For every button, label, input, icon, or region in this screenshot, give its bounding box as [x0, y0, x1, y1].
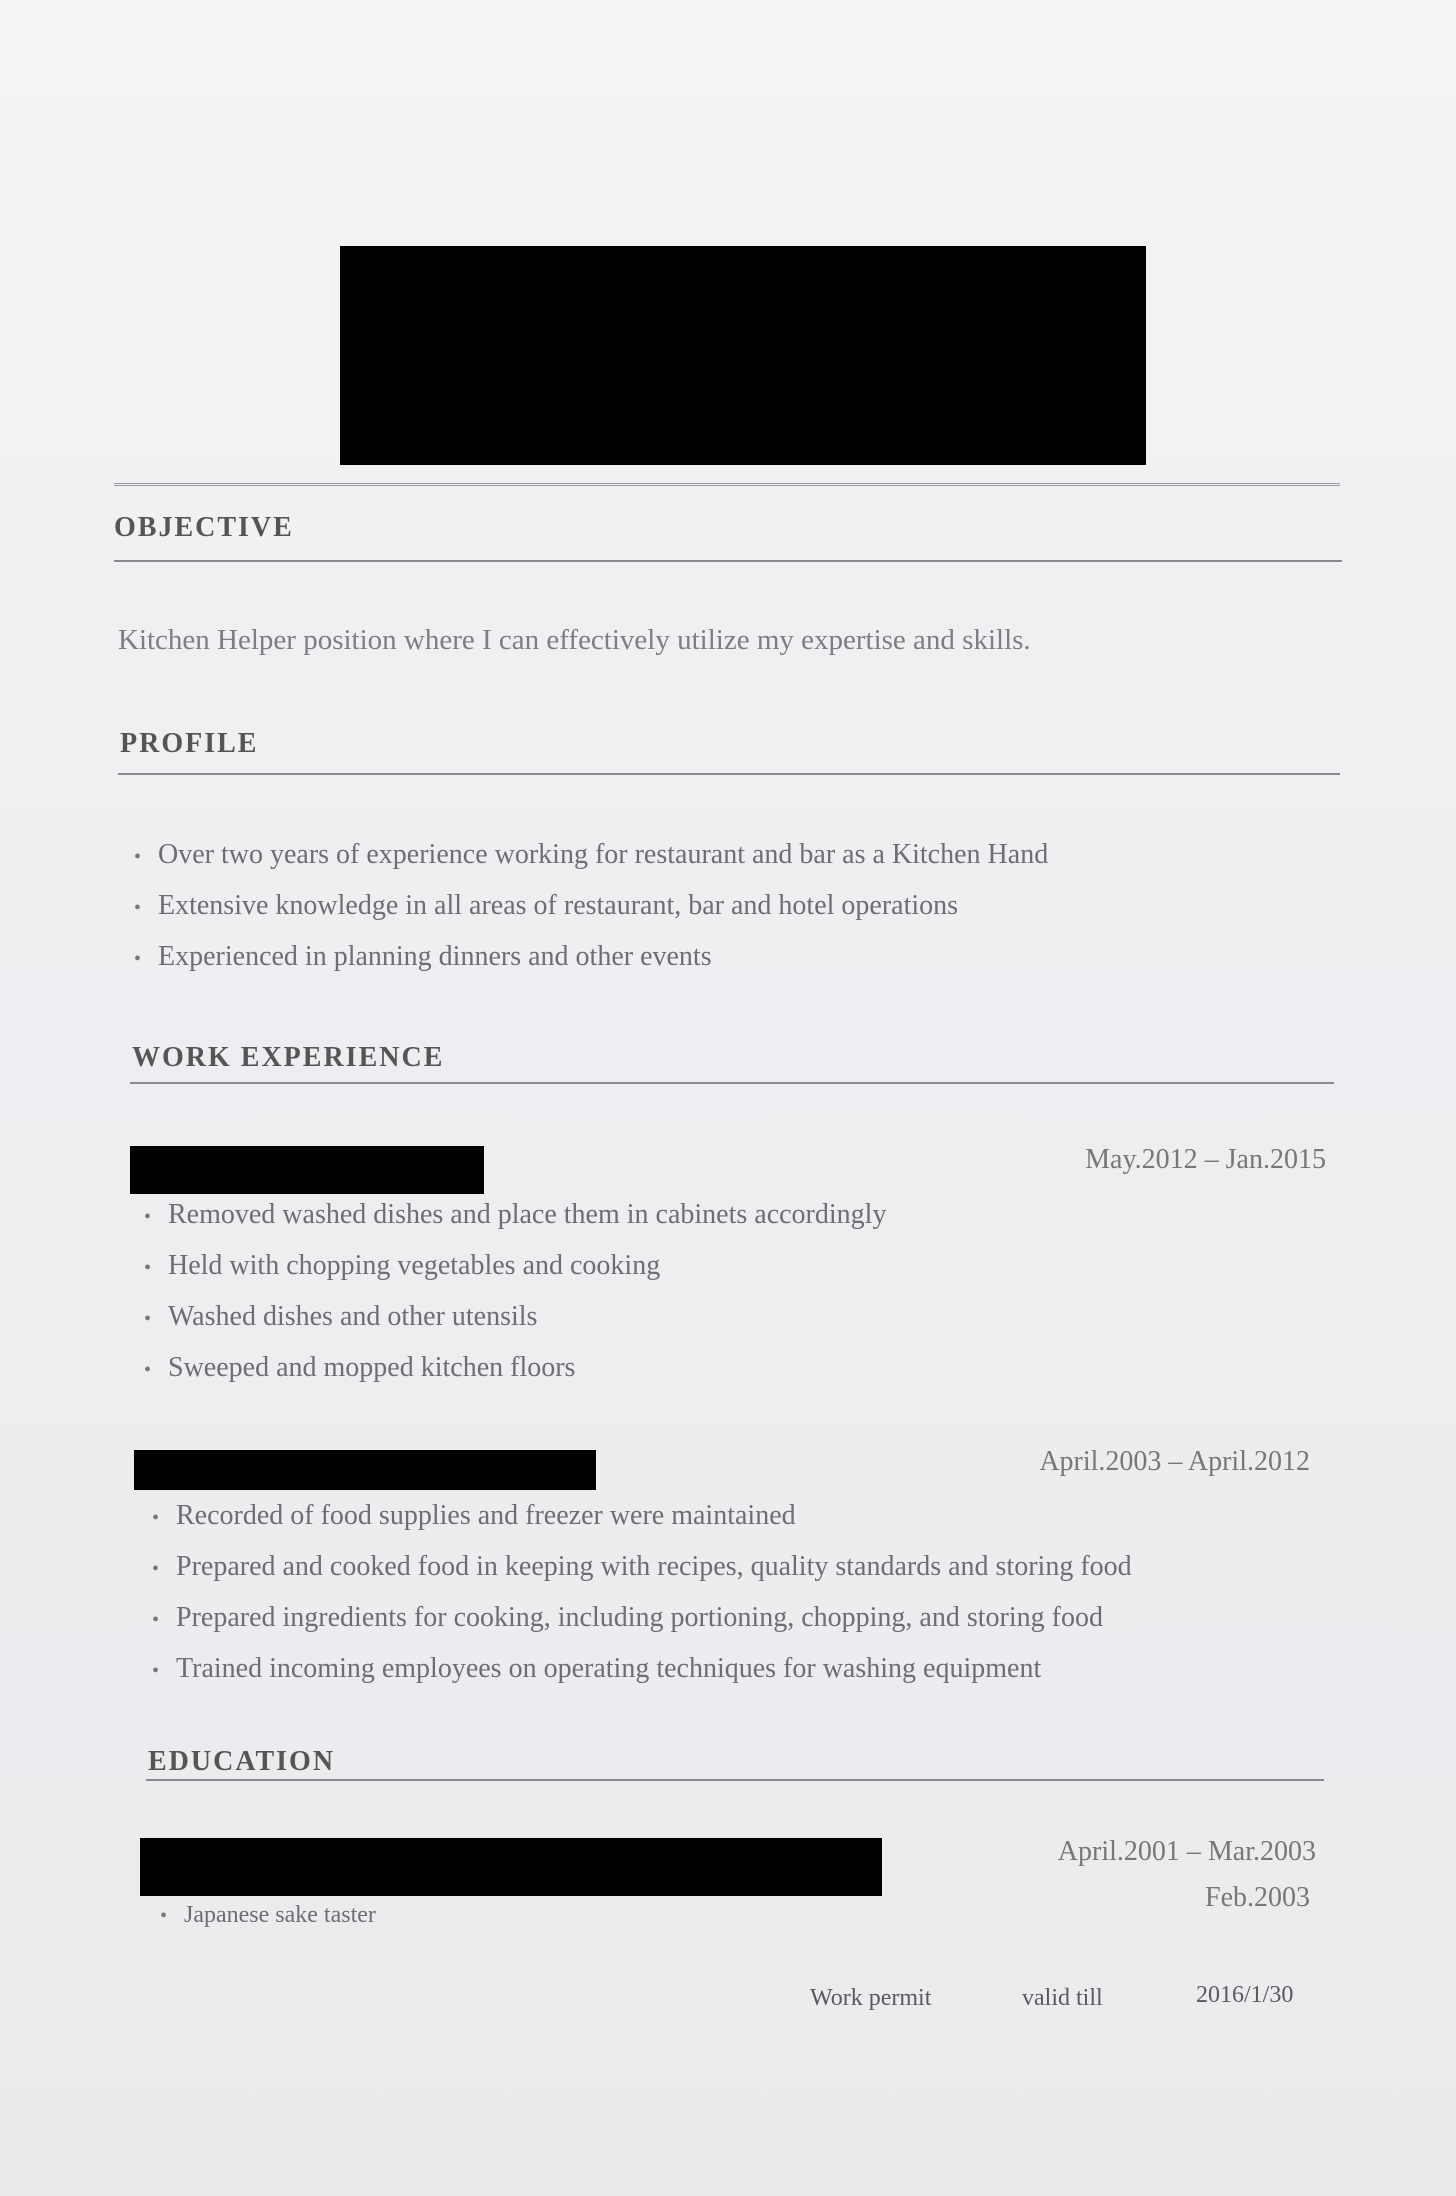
redacted-employer-1 [130, 1146, 484, 1194]
bullet-icon: • [152, 1558, 160, 1580]
profile-list [134, 829, 1048, 982]
bullet-icon: • [152, 1660, 160, 1682]
list-item: • Japanese sake taster [160, 1890, 376, 1941]
bullet-icon: • [152, 1609, 160, 1631]
bullet-icon: • [134, 846, 142, 868]
work-permit-date: 2016/1/30 [1196, 1982, 1294, 2008]
education-list [160, 1890, 376, 1941]
profile-heading: PROFILE [120, 728, 259, 759]
bullet-icon: • [134, 897, 142, 919]
work-experience-heading: WORK EXPERIENCE [132, 1042, 445, 1073]
redacted-employer-2 [134, 1450, 596, 1490]
objective-text: Kitchen Helper position where I can effectively utilize my expertise and skills. [118, 624, 1031, 656]
bullet-icon: • [134, 948, 142, 970]
job-2-duties [152, 1490, 1132, 1694]
list-item: • Washed dishes and other utensils [144, 1291, 886, 1342]
objective-divider [114, 560, 1342, 562]
list-item: • Recorded of food supplies and freezer were maintained [152, 1490, 1132, 1541]
list-item: • Experienced in planning dinners and other events [134, 931, 1048, 982]
list-item: • Held with chopping vegetables and cooking [144, 1240, 886, 1291]
redacted-name [340, 246, 1146, 465]
certification-date: Feb.2003 [1205, 1882, 1310, 1913]
list-item: • Over two years of experience working for restaurant and bar as a Kitchen Hand [134, 829, 1048, 880]
education-heading: EDUCATION [148, 1746, 336, 1777]
list-item: • Extensive knowledge in all areas of restaurant, bar and hotel operations [134, 880, 1048, 931]
job-1-dates: May.2012 – Jan.2015 [1085, 1144, 1326, 1175]
job-1-duties [144, 1189, 886, 1393]
objective-heading: OBJECTIVE [114, 512, 294, 543]
list-item: • Removed washed dishes and place them in cabinets accordingly [144, 1189, 886, 1240]
profile-divider [118, 773, 1340, 775]
education-divider [146, 1779, 1324, 1781]
work-experience-divider [130, 1082, 1334, 1084]
bullet-icon: • [144, 1359, 152, 1381]
list-item: • Prepared and cooked food in keeping with recipes, quality standards and storing food [152, 1541, 1132, 1592]
bullet-icon: • [144, 1257, 152, 1279]
bullet-icon: • [160, 1905, 168, 1927]
education-dates: April.2001 – Mar.2003 [1057, 1836, 1316, 1867]
bullet-icon: • [152, 1507, 160, 1529]
bullet-icon: • [144, 1308, 152, 1330]
list-item: • Trained incoming employees on operating techniques for washing equipment [152, 1643, 1132, 1694]
list-item: • Sweeped and mopped kitchen floors [144, 1342, 886, 1393]
work-permit-valid: valid till [1022, 1985, 1103, 2011]
work-permit-label: Work permit [810, 1985, 932, 2011]
redacted-school [140, 1838, 882, 1896]
list-item: • Prepared ingredients for cooking, including portioning, chopping, and storing food [152, 1592, 1132, 1643]
bullet-icon: • [144, 1206, 152, 1228]
header-divider [114, 483, 1340, 489]
job-2-dates: April.2003 – April.2012 [1039, 1446, 1310, 1477]
